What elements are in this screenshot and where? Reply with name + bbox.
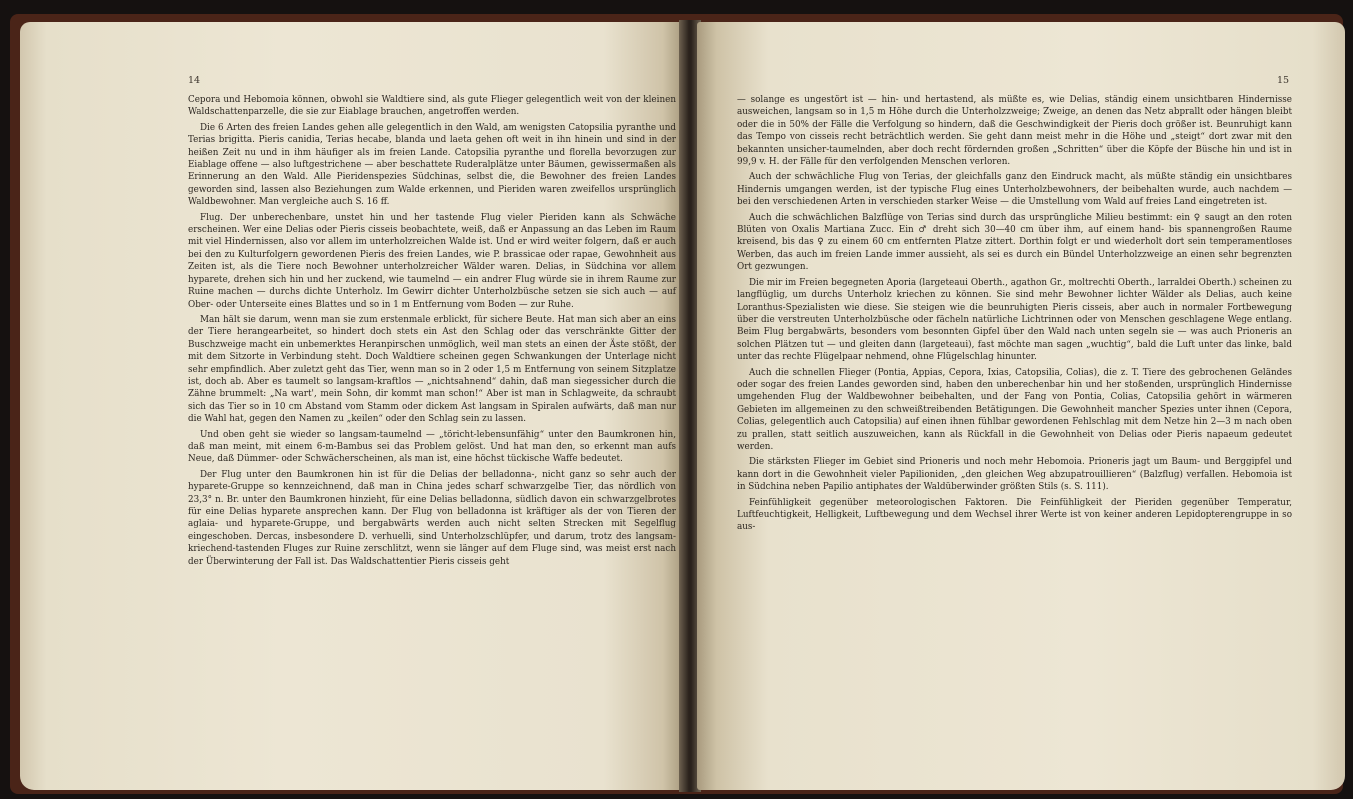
- paragraph: — solange es ungestört ist — hin- und hertastend, als müßte es, wie Delias, ständig einem unsichtbaren Hindernisse ausweichen, langsam so in 1,5 m Höhe durch die Unterholzzweige; Zweige, an denen das Netz abprallt oder hängen bleibt oder die in 50% der Fälle die Verfolgung so hindern, daß die Geschwindigkeit der Pieris doch größer ist. Beunruhigt kann das Tempo von cisseis recht beträchtlich werden. Sie geht dann meist mehr in die Höhe und „steigt“ dort zwar mit den bekannten unsicher-taumelnden, aber doch recht fördernden großen „Schritten“ über die Köpfe der Büsche hin und ist in 99,9 v. H. der Fälle für den verfolgenden Menschen verloren.: [737, 95, 1292, 168]
- paragraph: Und oben geht sie wieder so langsam-taumelnd — „töricht-lebensunfähig“ unter den Baumkronen hin, daß man meint, mit einem 6-m-Bambus sei das Problem gelöst. Und hat man den, so erkennt man aufs Neue, daß Dümmer- oder Schwächerscheinen, als man ist, eine höchst tückische Waffe bedeutet.: [188, 429, 676, 465]
- paragraph: Man hält sie darum, wenn man sie zum erstenmale erblickt, für sichere Beute. Hat man sich aber an eins der Tiere herangearbeitet, so hindert doch stets ein Ast den Schlag oder das verschränkte Gitter der Buschzweige macht ein unbemerktes Heranpirschen unmöglich, weil man stets an einen der Äste stößt, der mit dem Sitzorte in Verbindung steht. Doch Waldtiere scheinen gegen Schwankungen der Unterlage nicht sehr empfindlich. Aber zuletzt geht das Tier, wenn man so in 2 oder 1,5 m Entfernung von seinem Sitzplatze ist, doch ab. Aber es taumelt so langsam-kraftlos — „nichtsahnend“ dahin, daß man siegessicher durch die Zähne brummelt: „Na wart', mein Sohn, dir kommt man schon!“ Aber ist man in Schlagweite, da schraubt sich das Tier so in 10 cm Abstand vom Stamm oder dickem Ast langsam in Spiralen aufwärts, daß man nur die Wahl hat, gegen den Namen zu „keilen“ oder den Schlag sein zu lassen.: [188, 314, 676, 425]
- paragraph: Auch die schwächlichen Balzflüge von Terias sind durch das ursprüngliche Milieu bestimmt: ein ♀ saugt an den roten Blüten von Oxalis Martiana Zucc. Ein ♂ dreht sich 30—40 cm über ihm, auf einem hand- bis spannengroßen Raume kreisend, bis das ♀ zu einem 60 cm entfernten Platze zittert. Dorthin folgt er und wiederholt dort sein temperamentloses Werben, das auch im freien Lande immer aussieht, als sei es durch ein Bündel Unterholzzweige an einen sehr begrenzten Ort gezwungen.: [737, 212, 1292, 273]
- left-page-text: [188, 94, 676, 571]
- paragraph: Die mir im Freien begegneten Aporia (largeteaui Oberth., agathon Gr., moltrechti Oberth., larraldei Oberth.) scheinen zu langflüglig, um durchs Unterholz kriechen zu können. Sie sind mehr Bewohner lichter Wälder als Delias, auch keine Loranthus-Spezialisten wie diese. Sie steigen wie die beunruhigten Pieris cisseis, aber auch in normaler Fortbewegung über die verstreuten Unterholzbüsche oder fächeln natürliche Lichtrinnen oder von Menschen geschlagene Wege entlang. Beim Flug bergabwärts, besonders vom besonnten Gipfel über den Wald nach unten segeln sie — was auch Prioneris an solchen Plätzen tut — und gleiten dann (largeteaui), fast möchte man sagen „wuchtig“, bald die Luft unter das linke, bald unter das rechte Flügelpaar nehmend, ohne Flügelschlag hinunter.: [737, 277, 1292, 363]
- right-page: [697, 22, 1345, 790]
- page-number-left: 14: [188, 75, 201, 86]
- paragraph: Die stärksten Flieger im Gebiet sind Prioneris und noch mehr Hebomoia. Prioneris jagt um Baum- und Berggipfel und kann dort in die Gewohnheit vieler Papilioniden, „den gleichen Weg abzupatrouillieren“ (Balzflug) verfallen. Hebomoia ist in Südchina neben Papilio antiphates der Waldüberwinder größten Stils (s. S. 111).: [737, 457, 1292, 493]
- paragraph: Cepora und Hebomoia können, obwohl sie Waldtiere sind, als gute Flieger gelegentlich weit von der kleinen Waldschattenparzelle, die sie zur Eiablage brauchen, angetroffen werden.: [188, 95, 676, 118]
- paragraph: Der Flug unter den Baumkronen hin ist für die Delias der belladonna-, nicht ganz so sehr auch der hyparete-Gruppe so kennzeichnend, daß man in China jedes scharf schwarzgelbe Tier, das nördlich von 23,3° n. Br. unter den Baumkronen hinzieht, für eine Delias belladonna, südlich davon ein schwarzgelbrotes für eine Delias hyparete ansprechen kann. Der Flug von belladonna ist kräftiger als der von Tieren der aglaia- und hyparete-Gruppe, und bergabwärts werden auch nicht selten Strecken mit Segelflug eingeschoben. Dercas, insbesondere D. verhuelli, sind Unterholzschlüpfer, und darum, trotz des langsam-kriechend-tastenden Fluges zur Ruine zerschlitzt, wenn sie länger auf dem Fluge sind, was meist erst nach der Überwinterung der Fall ist. Das Waldschattentier Pieris cisseis geht: [188, 469, 676, 567]
- paragraph: Flug. Der unberechenbare, unstet hin und her tastende Flug vieler Pieriden kann als Schwäche erscheinen. Wer eine Delias oder Pieris cisseis beobachtete, weiß, daß er Anpassung an das Leben im Raum mit viel Hindernissen, also vor allem im unterholzreichen Walde ist. Und er wird weiter folgern, daß er auch bei den zu Kulturfolgern gewordenen Pieris des freien Landes, wie P. brassicae oder rapae, Gewohnheit aus Zeiten ist, als die Tiere noch Bewohner unterholzreicher Wälder waren. Delias, in Südchina vor allem hyparete, drehen sich hin und her zuckend, wie taumelnd — ein andrer Flug würde sie in ihrem Raume zur Ruine machen — durchs dichte Unterholz. Im Gewirr dichter Unterholzbüsche setzen sie sich auch — auf Ober- oder Unterseite eines Blattes und so in 1 m Entfernung vom Boden — zur Ruhe.: [188, 212, 676, 310]
- paragraph: Feinfühligkeit gegenüber meteorologischen Faktoren. Die Feinfühligkeit der Pieriden gegenüber Temperatur, Luftfeuchtigkeit, Helligkeit, Luftbewegung und dem Wechsel ihrer Werte ist von keiner anderen Lepidopterengruppe in so aus-: [737, 497, 1292, 533]
- page-number-right: 15: [1277, 75, 1290, 86]
- left-page: [20, 22, 683, 790]
- paragraph: Auch die schnellen Flieger (Pontia, Appias, Cepora, Ixias, Catopsilia, Colias), die z. T. Tiere des gebrochenen Geländes oder sogar des freien Landes geworden sind, haben den unberechenbar hin und her stoßenden, ursprünglich Hindernisse umgehenden Flug der Waldbewohner beibehalten, und der Fang von Pontia, Colias, Catopsilia gehört in wärmeren Gebieten im allgemeinen zu den schweißtreibenden Betätigungen. Die Gewohnheit mancher Spezies unter ihnen (Cepora, Colias, gelegentlich auch Catopsilia) auf einen ihnen fühlbar gewordenen Fehlschlag mit dem Netze hin 2—3 m nach oben zu prallen, statt seitlich auszuweichen, kann als Rückfall in die Gewohnheit von Delias oder Pieris napaeum gedeutet werden.: [737, 367, 1292, 452]
- right-page-text: [737, 94, 1292, 537]
- paragraph: Auch der schwächliche Flug von Terias, der gleichfalls ganz den Eindruck macht, als müßte ständig ein unsichtbares Hindernis umgangen werden, ist der typische Flug eines Unterholzbewohners, der beibehalten wurde, auch nachdem — bei den verschiedenen Arten in verschieden starker Weise — die Umstellung vom Wald auf freies Land eingetreten ist.: [737, 172, 1292, 208]
- paragraph: Die 6 Arten des freien Landes gehen alle gelegentlich in den Wald, am wenigsten Catopsilia pyranthe und Terias brigitta. Pieris canidia, Terias hecabe, blanda und laeta gehen oft weit in ihn hinein und sind in der heißen Zeit nu und in ihm häufiger als im freien Lande. Catopsilia pyranthe und florella bevorzugen zur Eiablage offene — also luftgestrichene — aber beschattete Ruderalplätze unter Bäumen, gewissermaßen als Erinnerung an den Wald. Alle Pieridenspezies Südchinas, selbst die, die Bewohner des freien Landes geworden sind, lassen also Beziehungen zum Walde erkennen, und Pieriden waren zweifellos ursprünglich Waldbewohner. Man vergleiche auch S. 16 ff.: [188, 122, 676, 208]
